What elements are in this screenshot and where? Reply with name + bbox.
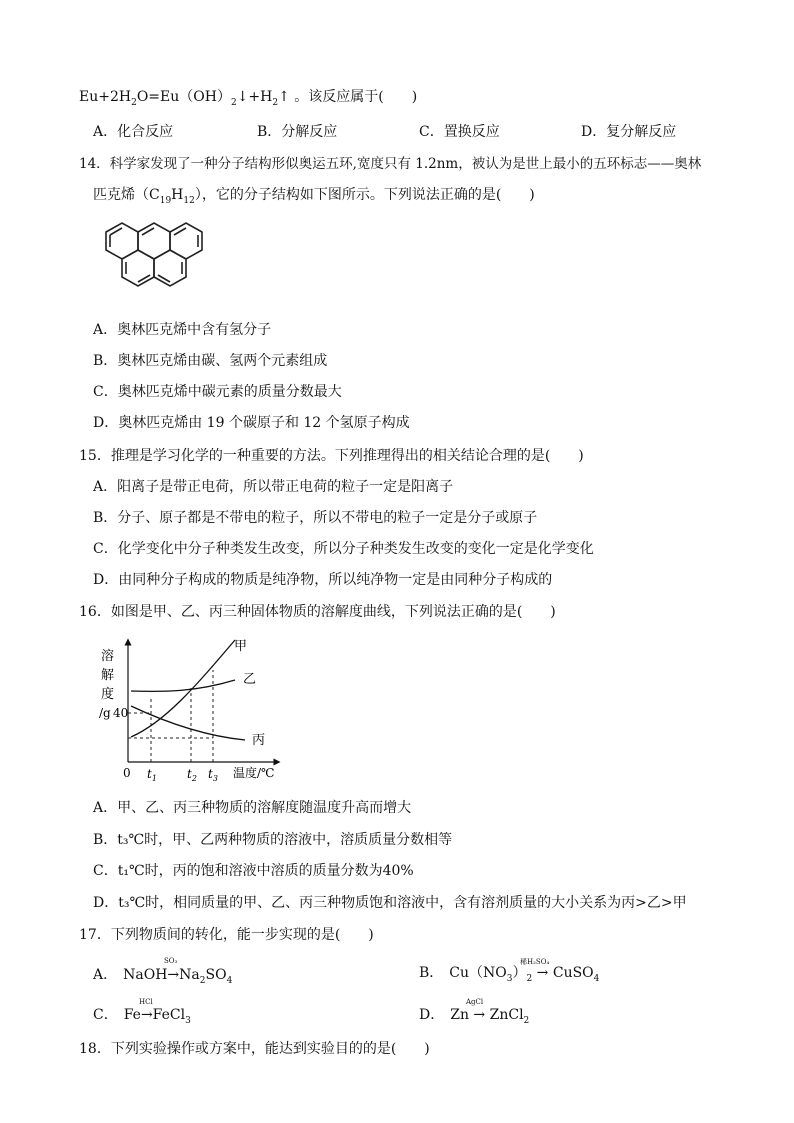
q17-d-condition: AgCl	[466, 998, 484, 1006]
curve-label-jia: 甲	[234, 639, 248, 654]
olympicene-structure-diagram	[98, 215, 220, 305]
curve-label-yi: 乙	[243, 672, 257, 687]
curve-label-bing: 丙	[252, 733, 266, 748]
origin-label: 0	[123, 766, 131, 780]
q14-option-d: D．奥林匹克烯由 19 个碳原子和 12 个氢原子构成	[93, 415, 410, 431]
q16-option-d: D．t₃℃时，相同质量的甲、乙、丙三种物质饱和溶液中，含有溶剂质量的大小关系为丙>乙>甲	[93, 895, 687, 911]
q13-tail: 。该反应属于( )	[294, 89, 418, 105]
q17-b-condition: 稀H₂SO₄	[520, 958, 550, 966]
q16-stem: 16．如图是甲、乙、丙三种固体物质的溶解度曲线，下列说法正确的是( )	[79, 604, 556, 620]
q16-option-b: B．t₃℃时，甲、乙两种物质的溶液中，溶质质量分数相等	[93, 832, 453, 848]
q16-option-a: A．甲、乙、丙三种物质的溶解度随温度升高而增大	[93, 800, 412, 816]
x-tick-t2: $t_2$	[187, 767, 197, 782]
q15-option-c: C．化学变化中分子种类发生改变，所以分子种类发生改变的变化一定是化学变化	[93, 541, 594, 557]
q14-stem-line2: 匹克烯$(C_{19}H_{12})$，它的分子结构如下图所示。下列说法正确的是( )	[93, 187, 535, 206]
q14-option-a: A．奥林匹克烯中含有氢分子	[93, 322, 272, 338]
q17-c-condition: HCl	[139, 998, 153, 1006]
q15-option-d: D．由同种分子构成的物质是纯净物，所以纯净物一定是由同种分子构成的	[93, 572, 553, 588]
solubility-curve-graph	[95, 632, 285, 782]
y-tick-40: 40	[113, 706, 129, 720]
y-label-4: /g	[99, 706, 111, 720]
y-label-1: 溶	[101, 649, 115, 664]
q13-option-a: A．化合反应	[93, 124, 174, 140]
x-tick-t3: $t_3$	[208, 767, 218, 782]
q17-option-b: B． $Cu(NO_3)_2$ → CuSO$_4$	[419, 965, 600, 984]
q17-option-d: D． Zn → ZnCl$_2$	[419, 1007, 530, 1026]
q17-a-condition: SO₃	[164, 957, 178, 965]
q15-stem: 15．推理是学习化学的一种重要的方法。下列推理得出的相关结论合理的是( )	[79, 448, 584, 464]
q14-option-c: C．奥林匹克烯中碳元素的质量分数最大	[93, 384, 342, 400]
x-label: 温度/℃	[233, 766, 275, 780]
q13-option-d: D．复分解反应	[581, 124, 677, 140]
q13-option-c: C．置换反应	[419, 124, 500, 140]
q16-option-c: C．t₁℃时，丙的饱和溶液中溶质的质量分数为40%	[93, 863, 414, 879]
x-tick-t1: $t_1$	[147, 767, 157, 782]
curve-yi	[131, 680, 235, 691]
q17-option-a: A． $NaOH\to Na_2SO_4$	[93, 967, 233, 986]
q14-option-b: B．奥林匹克烯由碳、氢两个元素组成	[93, 353, 328, 369]
q17-option-c: C． Fe→FeCl$_3$	[93, 1007, 191, 1026]
q14-stem-line1: 14．科学家发现了一种分子结构形似奥运五环,宽度只有 1.2nm，被认为是世上最小的五环标志——奥林	[79, 156, 702, 172]
q15-option-a: A．阳离子是带正电荷，所以带正电荷的粒子一定是阳离子	[93, 479, 454, 495]
q17-stem: 17．下列物质间的转化，能一步实现的是( )	[79, 927, 374, 943]
y-label-3: 度	[101, 687, 115, 702]
q15-option-b: B．分子、原子都是不带电的粒子，所以不带电的粒子一定是分子或原子	[93, 510, 538, 526]
q13-equation: $Eu+2H_2O=Eu(OH)_2↓+H_2↑$ 。该反应属于( )	[79, 89, 418, 108]
q13-option-b: B．分解反应	[257, 124, 338, 140]
curve-bing	[131, 706, 245, 740]
curve-jia	[131, 640, 235, 737]
y-label-2: 解	[101, 668, 115, 683]
q18-stem: 18．下列实验操作或方案中，能达到实验目的的是( )	[79, 1041, 430, 1057]
